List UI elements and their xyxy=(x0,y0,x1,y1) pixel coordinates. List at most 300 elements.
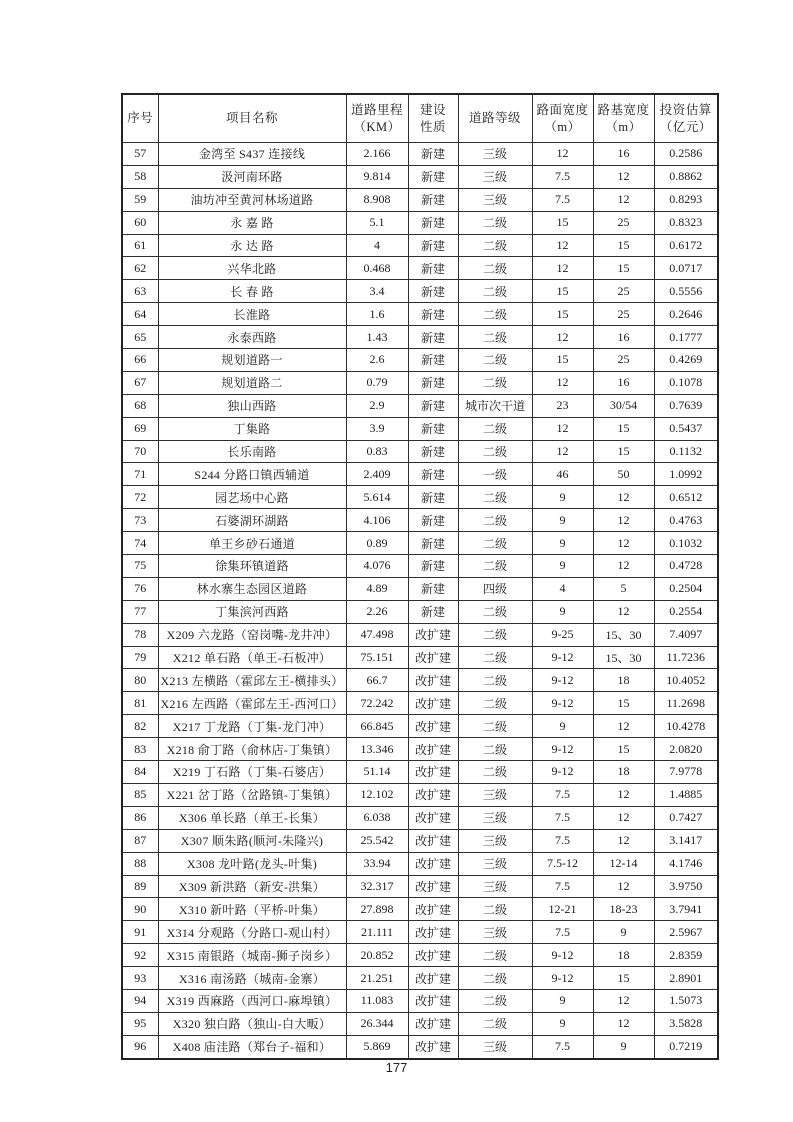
road-grade-cell: 二级 xyxy=(458,1012,532,1035)
roadbed-width-cell: 25 xyxy=(593,349,654,372)
road-grade-cell: 二级 xyxy=(458,669,532,692)
roadbed-width-cell: 16 xyxy=(593,143,654,166)
project-name-cell: 兴华北路 xyxy=(158,257,346,280)
project-name-cell: X212 单石路（单王-石板冲） xyxy=(158,646,346,669)
project-name-cell: 长 春 路 xyxy=(158,280,346,303)
pavement-width-cell: 15 xyxy=(532,303,593,326)
build-nature-cell: 新建 xyxy=(408,326,458,349)
seq-cell: 65 xyxy=(122,326,158,349)
seq-cell: 82 xyxy=(122,715,158,738)
project-name-cell: S244 分路口镇西辅道 xyxy=(158,463,346,486)
table-row xyxy=(122,669,718,692)
pavement-width-cell: 23 xyxy=(532,394,593,417)
investment-cell: 0.5556 xyxy=(654,280,718,303)
table-row xyxy=(122,761,718,784)
seq-cell: 87 xyxy=(122,829,158,852)
table-row xyxy=(122,989,718,1012)
road-grade-cell: 二级 xyxy=(458,898,532,921)
investment-cell: 3.7941 xyxy=(654,898,718,921)
road-grade-cell: 二级 xyxy=(458,600,532,623)
table-header-row xyxy=(122,94,718,143)
table-row xyxy=(122,921,718,944)
roadbed-width-cell: 12 xyxy=(593,829,654,852)
column-header-mileage: 道路里程 （KM） xyxy=(346,94,408,143)
pavement-width-cell: 12 xyxy=(532,417,593,440)
road-grade-cell: 一级 xyxy=(458,463,532,486)
column-header-build-nature: 建设 性质 xyxy=(408,94,458,143)
investment-cell: 10.4052 xyxy=(654,669,718,692)
road-grade-cell: 二级 xyxy=(458,967,532,990)
pavement-width-cell: 9-12 xyxy=(532,692,593,715)
roadbed-width-cell: 15 xyxy=(593,234,654,257)
build-nature-cell: 新建 xyxy=(408,532,458,555)
investment-cell: 0.5437 xyxy=(654,417,718,440)
build-nature-cell: 改扩建 xyxy=(408,967,458,990)
road-grade-cell: 二级 xyxy=(458,234,532,257)
build-nature-cell: 改扩建 xyxy=(408,829,458,852)
project-name-cell: X316 南汤路（城南-金寨） xyxy=(158,967,346,990)
project-name-cell: X308 龙叶路(龙头-叶集) xyxy=(158,852,346,875)
roadbed-width-cell: 12 xyxy=(593,486,654,509)
build-nature-cell: 改扩建 xyxy=(408,738,458,761)
column-header-investment: 投资估算 （亿元） xyxy=(654,94,718,143)
road-projects-table xyxy=(121,93,719,1060)
mileage-cell: 75.151 xyxy=(346,646,408,669)
table-row xyxy=(122,394,718,417)
seq-cell: 66 xyxy=(122,349,158,372)
seq-cell: 70 xyxy=(122,440,158,463)
column-header-seq: 序号 xyxy=(122,94,158,143)
pavement-width-cell: 7.5 xyxy=(532,1035,593,1058)
road-grade-cell: 二级 xyxy=(458,989,532,1012)
roadbed-width-cell: 18 xyxy=(593,944,654,967)
mileage-cell: 4.106 xyxy=(346,509,408,532)
mileage-cell: 2.9 xyxy=(346,394,408,417)
pavement-width-cell: 7.5 xyxy=(532,806,593,829)
road-grade-cell: 三级 xyxy=(458,1035,532,1058)
roadbed-width-cell: 12 xyxy=(593,989,654,1012)
seq-cell: 92 xyxy=(122,944,158,967)
roadbed-width-cell: 15 xyxy=(593,440,654,463)
seq-cell: 57 xyxy=(122,143,158,166)
project-name-cell: 油坊冲至黄河林场道路 xyxy=(158,188,346,211)
mileage-cell: 20.852 xyxy=(346,944,408,967)
project-name-cell: 单王乡砂石通道 xyxy=(158,532,346,555)
roadbed-width-cell: 12 xyxy=(593,600,654,623)
seq-cell: 63 xyxy=(122,280,158,303)
road-grade-cell: 二级 xyxy=(458,555,532,578)
investment-cell: 7.9778 xyxy=(654,761,718,784)
seq-cell: 71 xyxy=(122,463,158,486)
pavement-width-cell: 7.5 xyxy=(532,829,593,852)
table-row xyxy=(122,188,718,211)
pavement-width-cell: 7.5 xyxy=(532,165,593,188)
roadbed-width-cell: 12 xyxy=(593,715,654,738)
roadbed-width-cell: 12 xyxy=(593,875,654,898)
pavement-width-cell: 12 xyxy=(532,234,593,257)
build-nature-cell: 新建 xyxy=(408,509,458,532)
investment-cell: 4.1746 xyxy=(654,852,718,875)
investment-cell: 0.7427 xyxy=(654,806,718,829)
pavement-width-cell: 15 xyxy=(532,349,593,372)
mileage-cell: 5.869 xyxy=(346,1035,408,1058)
table-body xyxy=(122,143,718,1059)
build-nature-cell: 改扩建 xyxy=(408,921,458,944)
roadbed-width-cell: 12 xyxy=(593,509,654,532)
mileage-cell: 6.038 xyxy=(346,806,408,829)
roadbed-width-cell: 18-23 xyxy=(593,898,654,921)
investment-cell: 3.1417 xyxy=(654,829,718,852)
roadbed-width-cell: 12 xyxy=(593,783,654,806)
pavement-width-cell: 9 xyxy=(532,486,593,509)
table-row xyxy=(122,303,718,326)
seq-cell: 89 xyxy=(122,875,158,898)
roadbed-width-cell: 25 xyxy=(593,303,654,326)
table-row xyxy=(122,646,718,669)
seq-cell: 94 xyxy=(122,989,158,1012)
table-row xyxy=(122,738,718,761)
build-nature-cell: 新建 xyxy=(408,577,458,600)
investment-cell: 0.2646 xyxy=(654,303,718,326)
investment-cell: 3.5828 xyxy=(654,1012,718,1035)
project-name-cell: 永 达 路 xyxy=(158,234,346,257)
seq-cell: 74 xyxy=(122,532,158,555)
mileage-cell: 33.94 xyxy=(346,852,408,875)
pavement-width-cell: 12 xyxy=(532,371,593,394)
table-row xyxy=(122,829,718,852)
build-nature-cell: 新建 xyxy=(408,600,458,623)
pavement-width-cell: 9-12 xyxy=(532,944,593,967)
investment-cell: 0.6172 xyxy=(654,234,718,257)
pavement-width-cell: 9-12 xyxy=(532,646,593,669)
column-header-project-name: 项目名称 xyxy=(158,94,346,143)
mileage-cell: 13.346 xyxy=(346,738,408,761)
roadbed-width-cell: 18 xyxy=(593,669,654,692)
investment-cell: 0.8862 xyxy=(654,165,718,188)
road-grade-cell: 三级 xyxy=(458,783,532,806)
mileage-cell: 2.26 xyxy=(346,600,408,623)
table-row xyxy=(122,577,718,600)
roadbed-width-cell: 25 xyxy=(593,280,654,303)
investment-cell: 0.2504 xyxy=(654,577,718,600)
seq-cell: 77 xyxy=(122,600,158,623)
build-nature-cell: 改扩建 xyxy=(408,989,458,1012)
project-name-cell: X314 分观路（分路口-观山村） xyxy=(158,921,346,944)
table-row xyxy=(122,898,718,921)
project-name-cell: 金湾至 S437 连接线 xyxy=(158,143,346,166)
investment-cell: 0.4763 xyxy=(654,509,718,532)
road-grade-cell: 二级 xyxy=(458,761,532,784)
seq-cell: 95 xyxy=(122,1012,158,1035)
roadbed-width-cell: 15、30 xyxy=(593,623,654,646)
mileage-cell: 9.814 xyxy=(346,165,408,188)
table-row xyxy=(122,417,718,440)
pavement-width-cell: 9 xyxy=(532,600,593,623)
mileage-cell: 32.317 xyxy=(346,875,408,898)
build-nature-cell: 改扩建 xyxy=(408,1035,458,1058)
mileage-cell: 25.542 xyxy=(346,829,408,852)
road-grade-cell: 二级 xyxy=(458,532,532,555)
build-nature-cell: 新建 xyxy=(408,143,458,166)
seq-cell: 73 xyxy=(122,509,158,532)
project-name-cell: X320 独白路（独山-白大畈） xyxy=(158,1012,346,1035)
seq-cell: 90 xyxy=(122,898,158,921)
mileage-cell: 27.898 xyxy=(346,898,408,921)
pavement-width-cell: 9-12 xyxy=(532,738,593,761)
roadbed-width-cell: 5 xyxy=(593,577,654,600)
project-name-cell: X213 左横路（霍邱左王-横排头） xyxy=(158,669,346,692)
build-nature-cell: 新建 xyxy=(408,486,458,509)
table-row xyxy=(122,1012,718,1035)
table-row xyxy=(122,532,718,555)
project-name-cell: 规划道路二 xyxy=(158,371,346,394)
mileage-cell: 2.6 xyxy=(346,349,408,372)
table-row xyxy=(122,875,718,898)
table-row xyxy=(122,234,718,257)
investment-cell: 2.8359 xyxy=(654,944,718,967)
project-name-cell: 独山西路 xyxy=(158,394,346,417)
investment-cell: 0.6512 xyxy=(654,486,718,509)
project-name-cell: 丁集滨河西路 xyxy=(158,600,346,623)
mileage-cell: 2.409 xyxy=(346,463,408,486)
road-grade-cell: 三级 xyxy=(458,852,532,875)
build-nature-cell: 新建 xyxy=(408,211,458,234)
seq-cell: 91 xyxy=(122,921,158,944)
roadbed-width-cell: 25 xyxy=(593,211,654,234)
project-name-cell: 徐集环镇道路 xyxy=(158,555,346,578)
build-nature-cell: 新建 xyxy=(408,555,458,578)
build-nature-cell: 改扩建 xyxy=(408,692,458,715)
pavement-width-cell: 9 xyxy=(532,1012,593,1035)
table-row xyxy=(122,463,718,486)
column-header-pavement-width: 路面宽度 （m） xyxy=(532,94,593,143)
road-grade-cell: 二级 xyxy=(458,738,532,761)
seq-cell: 69 xyxy=(122,417,158,440)
project-name-cell: X209 六龙路（窑岗嘴-龙井冲） xyxy=(158,623,346,646)
roadbed-width-cell: 15 xyxy=(593,738,654,761)
investment-cell: 7.4097 xyxy=(654,623,718,646)
road-grade-cell: 二级 xyxy=(458,486,532,509)
pavement-width-cell: 9-12 xyxy=(532,967,593,990)
build-nature-cell: 新建 xyxy=(408,349,458,372)
seq-cell: 96 xyxy=(122,1035,158,1058)
mileage-cell: 66.845 xyxy=(346,715,408,738)
investment-cell: 11.7236 xyxy=(654,646,718,669)
seq-cell: 78 xyxy=(122,623,158,646)
seq-cell: 88 xyxy=(122,852,158,875)
table-row xyxy=(122,967,718,990)
build-nature-cell: 新建 xyxy=(408,303,458,326)
mileage-cell: 8.908 xyxy=(346,188,408,211)
build-nature-cell: 改扩建 xyxy=(408,898,458,921)
road-grade-cell: 二级 xyxy=(458,280,532,303)
pavement-width-cell: 9 xyxy=(532,509,593,532)
road-grade-cell: 二级 xyxy=(458,440,532,463)
pavement-width-cell: 4 xyxy=(532,577,593,600)
mileage-cell: 5.614 xyxy=(346,486,408,509)
seq-cell: 80 xyxy=(122,669,158,692)
pavement-width-cell: 15 xyxy=(532,211,593,234)
build-nature-cell: 新建 xyxy=(408,188,458,211)
seq-cell: 79 xyxy=(122,646,158,669)
mileage-cell: 51.14 xyxy=(346,761,408,784)
seq-cell: 72 xyxy=(122,486,158,509)
investment-cell: 0.2554 xyxy=(654,600,718,623)
project-name-cell: X221 岔丁路（岔路镇-丁集镇） xyxy=(158,783,346,806)
roadbed-width-cell: 15 xyxy=(593,967,654,990)
roadbed-width-cell: 12 xyxy=(593,555,654,578)
seq-cell: 67 xyxy=(122,371,158,394)
mileage-cell: 5.1 xyxy=(346,211,408,234)
table-row xyxy=(122,806,718,829)
build-nature-cell: 改扩建 xyxy=(408,646,458,669)
project-name-cell: X315 南银路（城南-狮子岗乡） xyxy=(158,944,346,967)
road-grade-cell: 三级 xyxy=(458,921,532,944)
project-name-cell: X319 西麻路（西河口-麻埠镇） xyxy=(158,989,346,1012)
table-row xyxy=(122,623,718,646)
roadbed-width-cell: 12-14 xyxy=(593,852,654,875)
pavement-width-cell: 46 xyxy=(532,463,593,486)
investment-cell: 0.7219 xyxy=(654,1035,718,1058)
table-row xyxy=(122,509,718,532)
roadbed-width-cell: 9 xyxy=(593,921,654,944)
seq-cell: 86 xyxy=(122,806,158,829)
project-name-cell: X408 庙洼路（郑台子-福和） xyxy=(158,1035,346,1058)
mileage-cell: 0.83 xyxy=(346,440,408,463)
mileage-cell: 4.076 xyxy=(346,555,408,578)
investment-cell: 2.0820 xyxy=(654,738,718,761)
investment-cell: 3.9750 xyxy=(654,875,718,898)
pavement-width-cell: 9 xyxy=(532,532,593,555)
pavement-width-cell: 12 xyxy=(532,440,593,463)
pavement-width-cell: 9 xyxy=(532,555,593,578)
table-row xyxy=(122,944,718,967)
build-nature-cell: 改扩建 xyxy=(408,852,458,875)
project-name-cell: 永 嘉 路 xyxy=(158,211,346,234)
pavement-width-cell: 12 xyxy=(532,143,593,166)
road-grade-cell: 二级 xyxy=(458,303,532,326)
build-nature-cell: 改扩建 xyxy=(408,669,458,692)
mileage-cell: 26.344 xyxy=(346,1012,408,1035)
mileage-cell: 0.468 xyxy=(346,257,408,280)
table-row xyxy=(122,783,718,806)
table-row xyxy=(122,852,718,875)
investment-cell: 0.1132 xyxy=(654,440,718,463)
project-name-cell: 丁集路 xyxy=(158,417,346,440)
build-nature-cell: 新建 xyxy=(408,417,458,440)
mileage-cell: 4.89 xyxy=(346,577,408,600)
mileage-cell: 47.498 xyxy=(346,623,408,646)
pavement-width-cell: 7.5 xyxy=(532,875,593,898)
mileage-cell: 21.111 xyxy=(346,921,408,944)
seq-cell: 81 xyxy=(122,692,158,715)
build-nature-cell: 改扩建 xyxy=(408,1012,458,1035)
roadbed-width-cell: 50 xyxy=(593,463,654,486)
seq-cell: 93 xyxy=(122,967,158,990)
pavement-width-cell: 12 xyxy=(532,326,593,349)
road-grade-cell: 二级 xyxy=(458,623,532,646)
road-grade-cell: 三级 xyxy=(458,829,532,852)
seq-cell: 61 xyxy=(122,234,158,257)
pavement-width-cell: 9 xyxy=(532,715,593,738)
mileage-cell: 66.7 xyxy=(346,669,408,692)
mileage-cell: 0.89 xyxy=(346,532,408,555)
mileage-cell: 0.79 xyxy=(346,371,408,394)
project-name-cell: 规划道路一 xyxy=(158,349,346,372)
mileage-cell: 12.102 xyxy=(346,783,408,806)
road-grade-cell: 三级 xyxy=(458,143,532,166)
table-row xyxy=(122,349,718,372)
mileage-cell: 72.242 xyxy=(346,692,408,715)
page-number: 177 xyxy=(385,1060,408,1075)
road-grade-cell: 二级 xyxy=(458,944,532,967)
build-nature-cell: 改扩建 xyxy=(408,761,458,784)
roadbed-width-cell: 9 xyxy=(593,1035,654,1058)
table-row xyxy=(122,692,718,715)
investment-cell: 0.0717 xyxy=(654,257,718,280)
column-header-road-grade: 道路等级 xyxy=(458,94,532,143)
project-name-cell: 永泰西路 xyxy=(158,326,346,349)
road-grade-cell: 二级 xyxy=(458,715,532,738)
project-name-cell: X306 单长路（单王-长集） xyxy=(158,806,346,829)
mileage-cell: 3.9 xyxy=(346,417,408,440)
investment-cell: 0.8323 xyxy=(654,211,718,234)
investment-cell: 0.4728 xyxy=(654,555,718,578)
roadbed-width-cell: 12 xyxy=(593,532,654,555)
pavement-width-cell: 12 xyxy=(532,257,593,280)
build-nature-cell: 改扩建 xyxy=(408,623,458,646)
project-name-cell: 园艺场中心路 xyxy=(158,486,346,509)
road-grade-cell: 三级 xyxy=(458,165,532,188)
investment-cell: 11.2698 xyxy=(654,692,718,715)
seq-cell: 58 xyxy=(122,165,158,188)
seq-cell: 59 xyxy=(122,188,158,211)
investment-cell: 1.4885 xyxy=(654,783,718,806)
road-grade-cell: 二级 xyxy=(458,646,532,669)
project-name-cell: 长淮路 xyxy=(158,303,346,326)
roadbed-width-cell: 16 xyxy=(593,371,654,394)
roadbed-width-cell: 16 xyxy=(593,326,654,349)
build-nature-cell: 新建 xyxy=(408,280,458,303)
investment-cell: 2.8901 xyxy=(654,967,718,990)
investment-cell: 0.1777 xyxy=(654,326,718,349)
table-row xyxy=(122,371,718,394)
investment-cell: 0.1078 xyxy=(654,371,718,394)
investment-cell: 1.5073 xyxy=(654,989,718,1012)
investment-cell: 10.4278 xyxy=(654,715,718,738)
pavement-width-cell: 7.5 xyxy=(532,921,593,944)
road-grade-cell: 二级 xyxy=(458,349,532,372)
build-nature-cell: 改扩建 xyxy=(408,806,458,829)
roadbed-width-cell: 12 xyxy=(593,1012,654,1035)
investment-cell: 0.4269 xyxy=(654,349,718,372)
mileage-cell: 3.4 xyxy=(346,280,408,303)
table-row xyxy=(122,326,718,349)
road-grade-cell: 二级 xyxy=(458,509,532,532)
seq-cell: 68 xyxy=(122,394,158,417)
table-row xyxy=(122,165,718,188)
roadbed-width-cell: 12 xyxy=(593,806,654,829)
pavement-width-cell: 9-25 xyxy=(532,623,593,646)
seq-cell: 62 xyxy=(122,257,158,280)
road-grade-cell: 二级 xyxy=(458,326,532,349)
pavement-width-cell: 15 xyxy=(532,280,593,303)
road-grade-cell: 二级 xyxy=(458,371,532,394)
table-row xyxy=(122,600,718,623)
column-header-roadbed-width: 路基宽度 （m） xyxy=(593,94,654,143)
table-row xyxy=(122,257,718,280)
road-grade-cell: 三级 xyxy=(458,806,532,829)
